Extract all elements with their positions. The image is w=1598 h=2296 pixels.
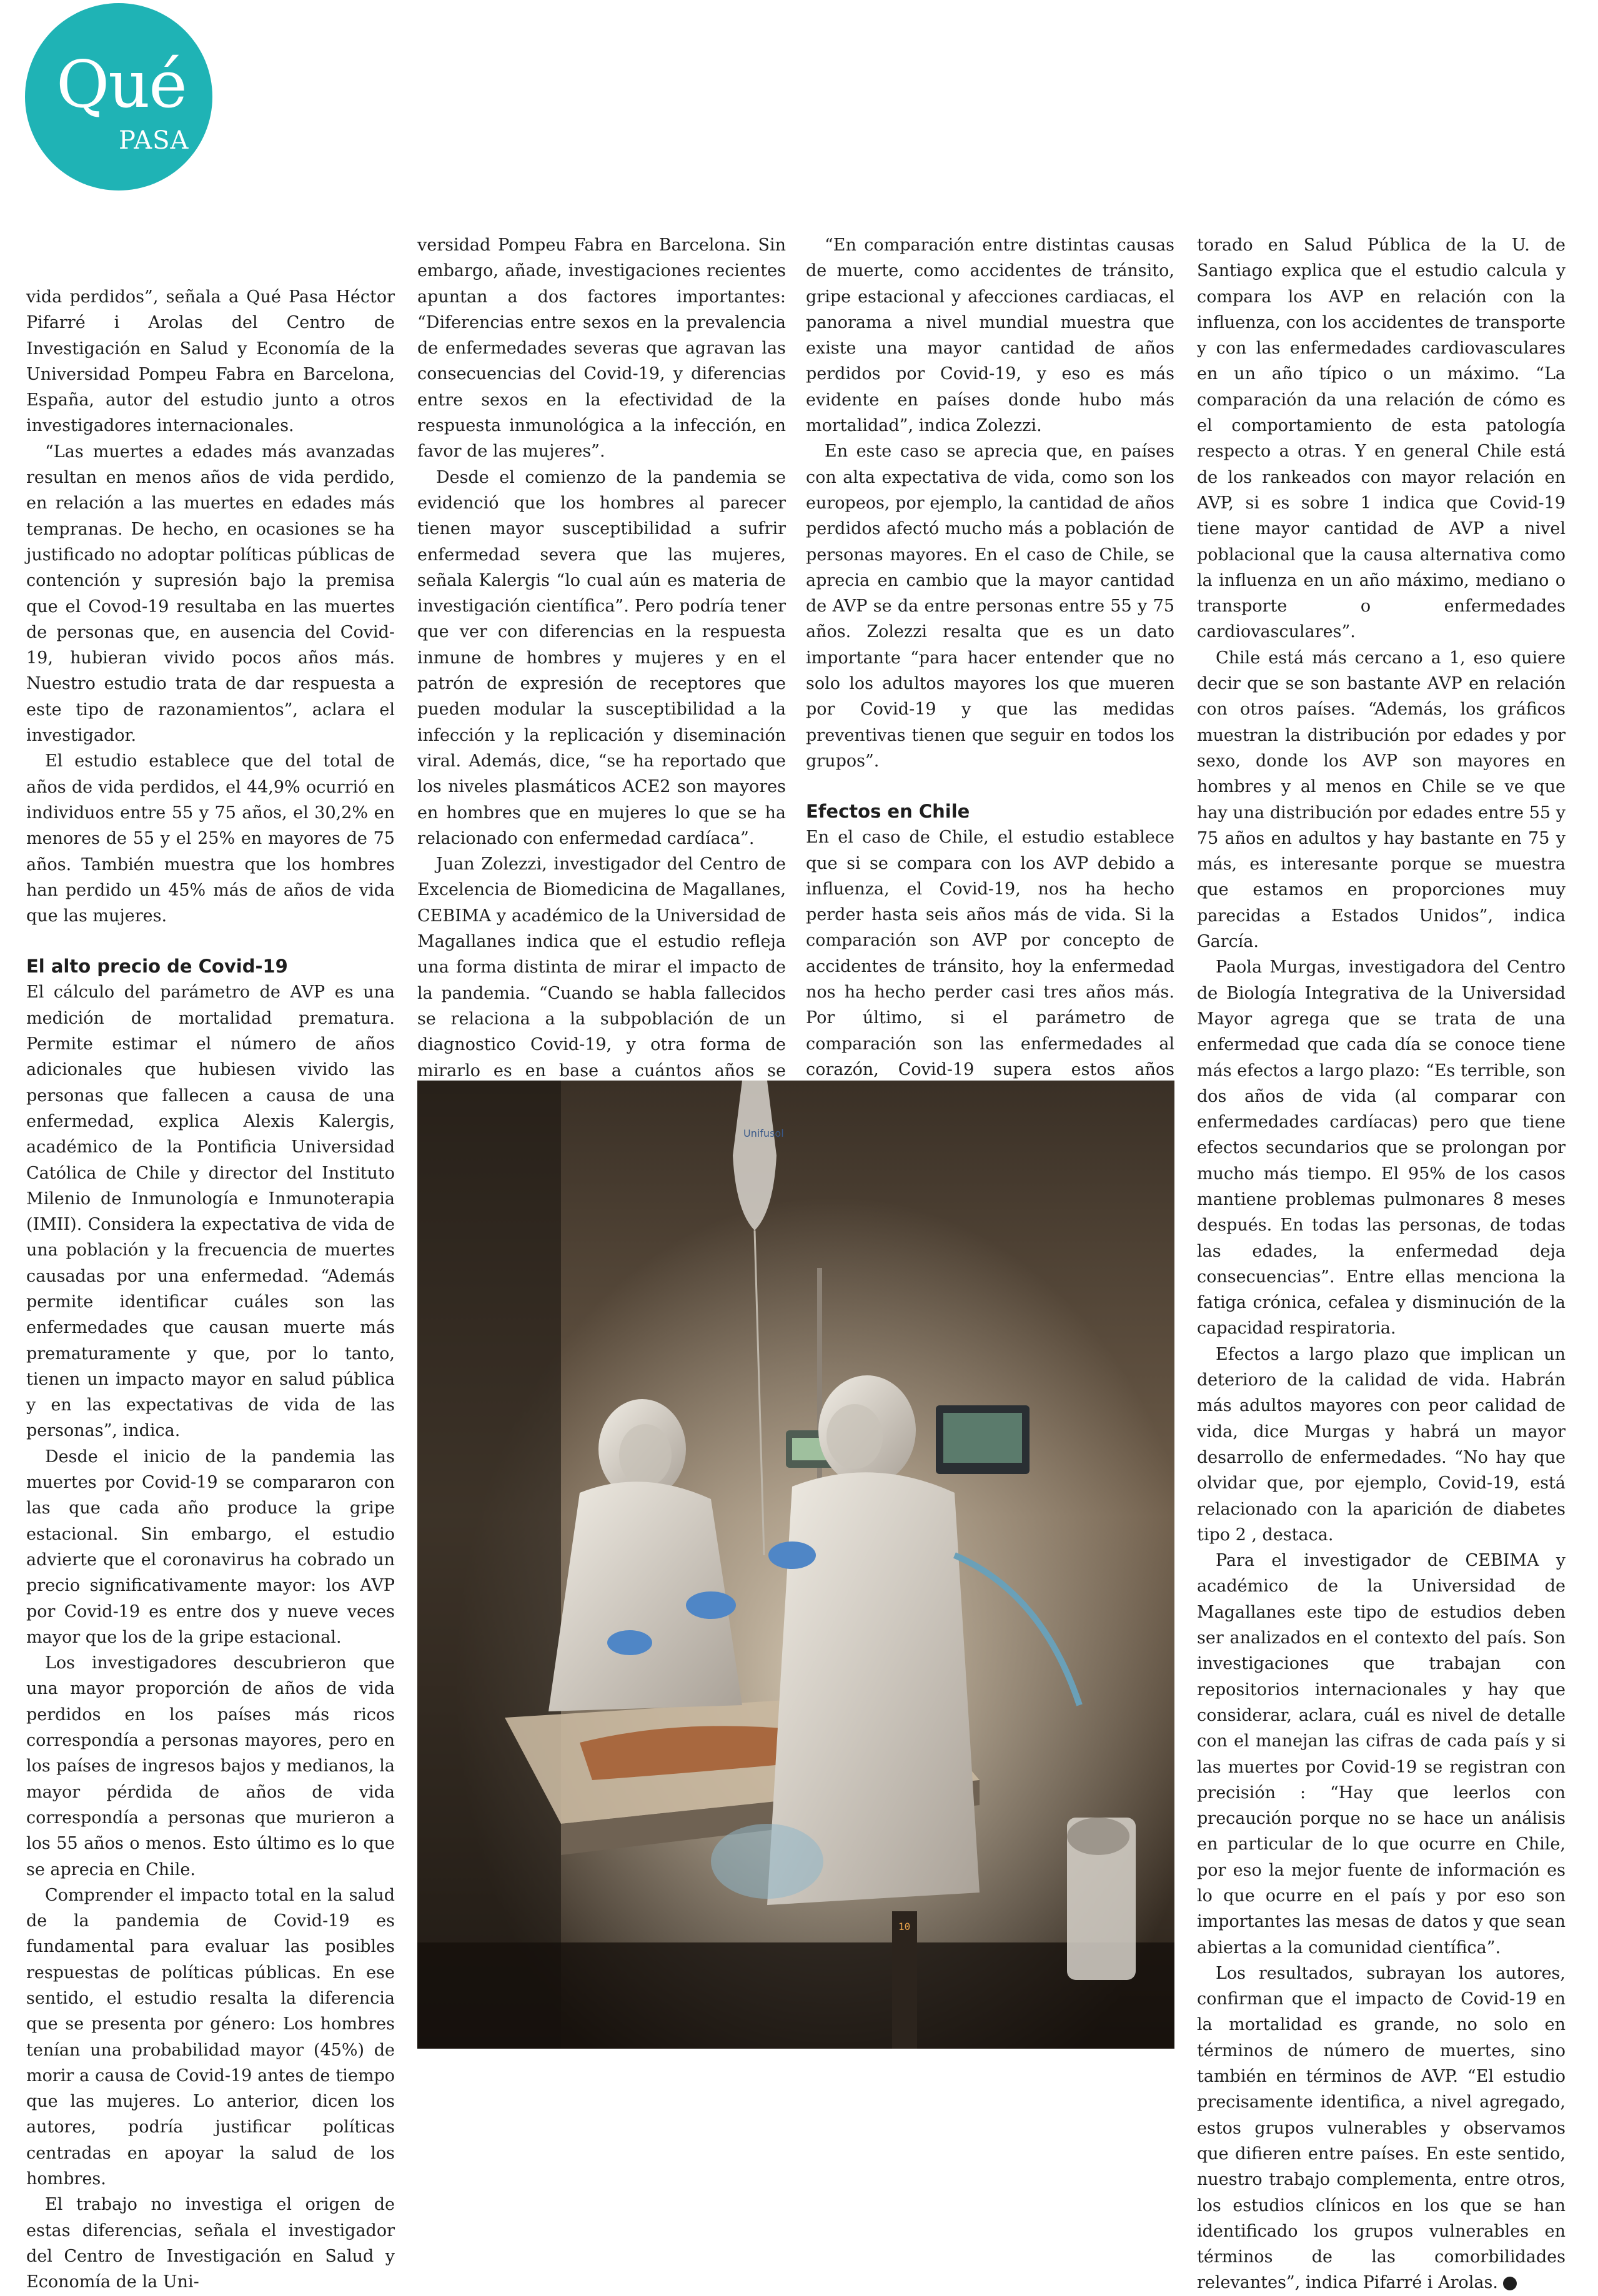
article-column-4: [1197, 232, 1566, 2296]
paragraph: Juan Zolezzi, investigador del Centro de Excelencia de Biomedicina de Magallanes, CEBIMA y académico de la Universidad de Magallanes indica que el estudio refleja una forma distinta de mirar el impacto de la pandemia. “Cuando se habla fallecidos se relaciona a la subpoblación de un diagnostico Covid-19, y otra forma de mirarlo es en base a cuántos años se: [417, 854, 786, 1081]
logo-main-text: Qué: [56, 46, 186, 122]
que-pasa-logo: [25, 3, 212, 191]
article-column-1: [26, 284, 395, 2295]
paragraph: Desde el comienzo de la pandemia se evidenció que los hombres al parecer tienen mayor susceptibilidad a sufrir enfermedad severa que las mujeres, señala Kalergis “lo cual aún es materia de investigación científica”. Pero podría tener que ver con diferencias en la respuesta inmune de hombres y mujeres y en el patrón de expresión de receptores que pueden modular la susceptibilidad a la infección y la replicación y diseminación viral. Además, dice, “se ha reportado que los niveles plasmáticos ACE2 son mayores en hombres que en mujeres lo que se ha relacionado con enfermedad cardíaca”.: [417, 467, 786, 848]
paragraph: Chile está más cercano a 1, eso quiere decir que se son bastante AVP en relación con otros países. “Además, los gráficos muestran la distribución por edades y por sexo, donde los AVP son mayores en hombres y al menos en Chile se ve que hay una distribución por edades entre 55 y 75 años en adultos y hay bastante en 75 y más, es interesante porque se muestra que estamos en proporciones muy parecidas a Estados Unidos”, indica García.: [1197, 648, 1566, 952]
paragraph: Desde el inicio de la pandemia las muertes por Covid-19 se compararon con las que cada año produce la gripe estacional. Sin embargo, el estudio advierte que el coronavirus ha cobrado un precio significativamente mayor: los AVP por Covid-19 es entre dos y nueve veces mayor que los de la gripe estacional.: [26, 1447, 395, 1647]
device-readout: 10: [898, 1921, 911, 1932]
paragraph: “En comparación entre distintas causas de muerte, como accidentes de tránsito, gripe estacional y afecciones cardiacas, el panorama a nivel mundial muestra que existe una mayor cantidad de años perdidos por Covid-19, y eso es más evidente en países donde hubo más mortalidad”, indica Zolezzi.: [806, 235, 1174, 436]
paragraph: Efectos a largo plazo que implican un deterioro de la calidad de vida. Habrán más adultos mayores con peor calidad de vida, dice Murgas y habrá un mayor desarrollo de enfermedades. “No hay que olvidar que, por ejemplo, Covid-19, está relacionado con la aparición de diabetes tipo 2 , destaca.: [1197, 1344, 1566, 1545]
section-heading: El alto precio de Covid-19: [26, 956, 288, 977]
closing-text: Los resultados, subrayan los autores, confirman que el impacto de Covid-19 en la mortalidad es grande, no solo en términos de número de muertes, sino también en términos de AVP. “El estudio precisamente identifica, a nivel agregado, estos grupos vulnerables y observamos que difieren entre países. En este sentido, nuestro trabajo complementa, entre otros, los estudios clínicos en los que se han identificado los grupos vulnerables en términos de las comorbilidades relevantes”, indica Pifarré i Arolas.: [1197, 1963, 1566, 2293]
paragraph: Para el investigador de CEBIMA y académico de la Universidad de Magallanes este tipo de estudios deben ser analizados en el contexto del país. Son investigaciones que trabajan con repositorios internacionales y hay que considerar, aclara, cuál es nivel de detalle con el manejan las cifras de cada país y si las muertes por Covid-19 se registran con precisión : “Hay que leerlos con precaución porque no se hace un análisis en particular de lo que ocurre en Chile, por eso la mejor fuente de información es lo que ocurre en el país y por eso son importantes las mesas de datos y que sean abiertas a la comunidad científica”.: [1197, 1551, 1566, 1957]
paragraph: En el caso de Chile, el estudio establece que si se compara con los AVP debido a influenza, el Covid-19, nos ha hecho perder hasta seis años más de vida. Si la comparación son AVP por concepto de accidentes de tránsito, hoy la enfermedad nos ha hecho perder casi tres años más. Por último, si el parámetro de comparación son las enfermedades al corazón, Covid-19 supera estos años: [806, 828, 1174, 1079]
logo-sub-text: PASA: [119, 126, 189, 155]
paragraph: Comprender el impacto total en la salud de la pandemia de Covid-19 es fundamental para evaluar las posibles respuestas de políticas públicas. En ese sentido, el estudio resalta la diferencia que se presenta por género: Los hombres tenían una probabilidad mayor (45%) de morir a causa de Covid-19 antes de tiempo que las mujeres. Lo anterior, dicen los autores, podría justificar políticas centradas en apoyar la salud de los hombres.: [26, 1885, 395, 2189]
paragraph: torado en Salud Pública de la U. de Santiago explica que el estudio calcula y compara los AVP en relación con la influenza, con los accidentes de transporte y con las enfermedades cardiovasculares en un año típico o un máximo. “La comparación da una relación de cómo es el comportamiento de esta patología respecto a otras. Y en general Chile está de los rankeados con mayor relación en AVP, si es sobre 1 indica que Covid-19 tiene mayor cantidad de AVP a nivel poblacional que la causa alternativa como la influenza en un año máximo, mediano o transporte o enfermedades cardiovasculares”.: [1197, 235, 1566, 642]
paragraph: Paola Murgas, investigadora del Centro de Biología Integrativa de la Universidad Mayor agrega que se trata de una enfermedad que cada día se conoce tiene más efectos a largo plazo: “Es terrible, son dos años de vida (al comparar con enfermedades cardíacas) pero que tiene efectos secundarios que se prolongan por mucho más tiempo. El 95% de los casos mantiene problemas pulmonares 8 meses después. En todas las personas, de todas las edades, la enfermedad deja consecuencias”. Entre ellas menciona la fatiga crónica, cefalea y disminución de la capacidad respiratoria.: [1197, 957, 1566, 1339]
icu-photo-illustration: [417, 1081, 1174, 2049]
article-column-3: [806, 232, 1174, 1160]
paragraph: “Las muertes a edades más avanzadas resultan en menos años de vida perdido, en relación a las muertes en edades más tempranas. De hecho, en ocasiones se ha justificado no adoptar políticas públicas de contención y supresión bajo la premisa que el Covod-19 resultaba en las muertes de personas que, en ausencia del Covid-19, hubieran vivido pocos años más. Nuestro estudio trata de dar respuesta a este tipo de razonamientos”, aclara el investigador.: [26, 442, 395, 746]
paragraph: En este caso se aprecia que, en países con alta expectativa de vida, como son los europeos, por ejemplo, la cantidad de años perdidos afectó mucho más a población de personas mayores. En el caso de Chile, se aprecia en cambio que la mayor cantidad de AVP se da entre personas entre 55 y 75 años. Zolezzi resalta que es un dato importante “para hacer entender que no solo los adultos mayores los que mueren por Covid-19 y que las medidas preventivas tienen que seguir en todos los grupos”.: [806, 442, 1174, 771]
paragraph: El estudio establece que del total de años de vida perdidos, el 44,9% ocurrió en individuos entre 55 y 75 años, el 30,2% en menores de 55 y el 25% en mayores de 75 años. También muestra que los hombres han perdido un 45% más de años de vida que las mujeres.: [26, 751, 395, 926]
paragraph: vida perdidos”, señala a Qué Pasa Héctor Pifarré i Arolas del Centro de Investigación en Salud y Economía de la Universidad Pompeu Fabra en Barcelona, España, autor del estudio junto a otros investigadores internacionales.: [26, 287, 395, 436]
paragraph: El cálculo del parámetro de AVP es una medición de mortalidad prematura. Permite estimar el número de años adicionales que hubiesen vivido las personas que fallecen a causa de una enfermedad, explica Alexis Kalergis, académico de la Pontificia Universidad Católica de Chile y director del Instituto Milenio de Inmunología e Inmunoterapia (IMII). Considera la expectativa de vida de una población y la frecuencia de muertes causadas por una enfermedad. “Además permite identificar cuáles son las enfermedades que causan muerte más prematuramente y que, por lo tanto, tienen un impacto mayor en salud pública y en las expectativas de vida de las personas”, indica.: [26, 982, 395, 1441]
end-mark-icon: [1503, 2277, 1517, 2290]
icu-photo: [417, 1081, 1174, 2049]
paragraph: [1197, 1961, 1566, 2296]
paragraph: versidad Pompeu Fabra en Barcelona. Sin embargo, añade, investigaciones recientes apuntan a dos factores importantes: “Diferencias entre sexos en la prevalencia de enfermedades severas que agravan las consecuencias del Covid-19, y diferencias entre sexos en la efectividad de la respuesta inmunológica a la infección, en favor de las mujeres”.: [417, 235, 786, 462]
iv-bag-label: Unifusol: [743, 1127, 784, 1139]
paragraph: Los investigadores descubrieron que una mayor proporción de años de vida perdidos en los países más ricos correspondía a personas mayores, pero en los países de ingresos bajos y medianos, la mayor pérdida de años de vida correspondía a personas que murieron a los 55 años o menos. Esto último es lo que se aprecia en Chile.: [26, 1653, 395, 1879]
article-column-2: [417, 232, 786, 1109]
section-heading: Efectos en Chile: [806, 801, 970, 823]
paragraph: El trabajo no investiga el origen de estas diferencias, señala el investigador del Centro de Investigación en Salud y Economía de la Uni-: [26, 2195, 395, 2292]
